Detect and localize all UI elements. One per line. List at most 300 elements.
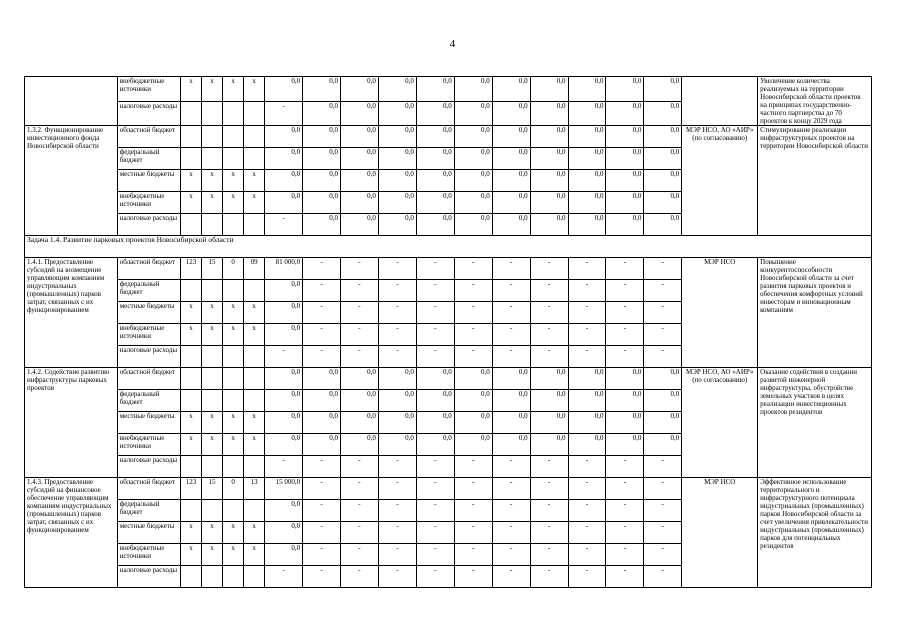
value-cell: - bbox=[378, 544, 416, 566]
value-cell: - bbox=[341, 566, 379, 588]
funding-source-cell: налоговые расходы bbox=[117, 346, 180, 368]
code-cell bbox=[244, 500, 265, 522]
value-cell: 0,0 bbox=[303, 101, 341, 126]
code-cell: 123 bbox=[180, 258, 201, 280]
value-cell: - bbox=[644, 500, 682, 522]
value-cell: - bbox=[644, 302, 682, 324]
funding-source-cell: внебюджетные источники bbox=[117, 434, 180, 456]
code-cell bbox=[201, 148, 222, 170]
code-cell bbox=[244, 390, 265, 412]
value-cell: 0,0 bbox=[568, 148, 606, 170]
value-cell: 0,0 bbox=[606, 170, 644, 192]
funding-source-cell: местные бюджеты bbox=[117, 170, 180, 192]
value-cell: - bbox=[644, 544, 682, 566]
value-cell: 0,0 bbox=[303, 148, 341, 170]
value-cell: 0,0 bbox=[265, 280, 303, 302]
value-cell: - bbox=[416, 280, 454, 302]
code-cell: x bbox=[244, 170, 265, 192]
value-cell: - bbox=[568, 280, 606, 302]
value-cell: 0,0 bbox=[644, 77, 682, 102]
code-cell bbox=[223, 566, 244, 588]
code-cell: x bbox=[223, 434, 244, 456]
code-cell bbox=[180, 500, 201, 522]
code-cell: x bbox=[180, 324, 201, 346]
value-cell: 0,0 bbox=[378, 126, 416, 148]
funding-source-cell: областной бюджет bbox=[117, 258, 180, 280]
value-cell: 0,0 bbox=[265, 544, 303, 566]
result-cell: Повышение конкурентоспособности Новосибирской области за счет развития парковых проектов и обеспечения комфортных условий инвесторам и инновационным компаниям bbox=[758, 258, 872, 368]
value-cell: 0,0 bbox=[644, 214, 682, 236]
executor-cell: МЭР НСО bbox=[682, 478, 758, 588]
value-cell: 0,0 bbox=[303, 214, 341, 236]
value-cell: 0,0 bbox=[378, 390, 416, 412]
value-cell: - bbox=[530, 258, 568, 280]
value-cell: 0,0 bbox=[341, 170, 379, 192]
value-cell: - bbox=[606, 346, 644, 368]
funding-source-cell: внебюджетные источники bbox=[117, 324, 180, 346]
value-cell: 0,0 bbox=[265, 324, 303, 346]
value-cell: 0,0 bbox=[416, 101, 454, 126]
measure-cell: 1.4.2. Содействие развитию инфраструктуры парковых проектов bbox=[25, 368, 118, 478]
table-row bbox=[25, 368, 872, 390]
value-cell: - bbox=[606, 302, 644, 324]
value-cell: 0,0 bbox=[644, 126, 682, 148]
value-cell: - bbox=[530, 324, 568, 346]
value-cell: 0,0 bbox=[606, 101, 644, 126]
code-cell bbox=[223, 368, 244, 390]
code-cell bbox=[201, 214, 222, 236]
code-cell: x bbox=[201, 544, 222, 566]
value-cell: - bbox=[341, 544, 379, 566]
code-cell bbox=[244, 566, 265, 588]
code-cell bbox=[244, 280, 265, 302]
value-cell: 0,0 bbox=[530, 77, 568, 102]
value-cell: - bbox=[303, 302, 341, 324]
value-cell: 0,0 bbox=[492, 434, 530, 456]
value-cell: - bbox=[416, 456, 454, 478]
code-cell: x bbox=[180, 434, 201, 456]
value-cell: 0,0 bbox=[416, 214, 454, 236]
value-cell: 15 000,0 bbox=[265, 478, 303, 500]
value-cell: 0,0 bbox=[378, 77, 416, 102]
value-cell: - bbox=[378, 566, 416, 588]
code-cell: x bbox=[223, 77, 244, 102]
value-cell: 0,0 bbox=[265, 412, 303, 434]
code-cell: 13 bbox=[244, 478, 265, 500]
value-cell: - bbox=[378, 324, 416, 346]
code-cell: x bbox=[201, 324, 222, 346]
value-cell: 0,0 bbox=[644, 390, 682, 412]
value-cell: 0,0 bbox=[644, 412, 682, 434]
value-cell: 0,0 bbox=[606, 192, 644, 214]
value-cell: 0,0 bbox=[530, 368, 568, 390]
code-cell bbox=[244, 346, 265, 368]
value-cell: - bbox=[341, 478, 379, 500]
value-cell: 0,0 bbox=[606, 126, 644, 148]
value-cell: 0,0 bbox=[568, 412, 606, 434]
value-cell: - bbox=[378, 522, 416, 544]
value-cell: - bbox=[606, 324, 644, 346]
funding-source-cell: местные бюджеты bbox=[117, 302, 180, 324]
value-cell: - bbox=[606, 522, 644, 544]
value-cell: - bbox=[454, 544, 492, 566]
value-cell: - bbox=[644, 456, 682, 478]
value-cell: - bbox=[265, 346, 303, 368]
code-cell: x bbox=[180, 192, 201, 214]
code-cell bbox=[180, 390, 201, 412]
value-cell: - bbox=[303, 456, 341, 478]
value-cell: - bbox=[454, 280, 492, 302]
value-cell: 0,0 bbox=[265, 302, 303, 324]
code-cell bbox=[223, 126, 244, 148]
value-cell: - bbox=[606, 544, 644, 566]
value-cell: 0,0 bbox=[606, 434, 644, 456]
value-cell: 0,0 bbox=[568, 214, 606, 236]
value-cell: 0,0 bbox=[303, 390, 341, 412]
code-cell bbox=[201, 280, 222, 302]
result-cell: Оказание содействия в создании развитой инженерной инфраструктуры, обустройстве земельных участков в целях реализации инвестиционных проектов резидентов bbox=[758, 368, 872, 478]
code-cell bbox=[223, 101, 244, 126]
value-cell: 0,0 bbox=[454, 77, 492, 102]
code-cell: x bbox=[223, 170, 244, 192]
value-cell: 0,0 bbox=[454, 412, 492, 434]
measure-cell: 1.4.3. Предоставление субсидий на финансовое обеспечение управляющим компаниям индустриальных (промышленных) парков затрат, связанных с их функционированием bbox=[25, 478, 118, 588]
value-cell: - bbox=[492, 544, 530, 566]
funding-source-cell: налоговые расходы bbox=[117, 566, 180, 588]
value-cell: - bbox=[644, 522, 682, 544]
funding-source-cell: налоговые расходы bbox=[117, 456, 180, 478]
code-cell: x bbox=[223, 544, 244, 566]
value-cell: - bbox=[454, 346, 492, 368]
value-cell: - bbox=[454, 456, 492, 478]
value-cell: - bbox=[378, 280, 416, 302]
value-cell: - bbox=[492, 566, 530, 588]
code-cell bbox=[180, 280, 201, 302]
executor-cell bbox=[682, 77, 758, 126]
value-cell: - bbox=[303, 500, 341, 522]
value-cell: - bbox=[568, 544, 606, 566]
value-cell: - bbox=[568, 346, 606, 368]
value-cell: - bbox=[568, 456, 606, 478]
table-row bbox=[25, 77, 872, 102]
value-cell: - bbox=[530, 500, 568, 522]
budget-table bbox=[24, 76, 872, 588]
funding-source-cell: местные бюджеты bbox=[117, 522, 180, 544]
value-cell: 0,0 bbox=[265, 77, 303, 102]
value-cell: - bbox=[492, 500, 530, 522]
code-cell bbox=[180, 456, 201, 478]
funding-source-cell: областной бюджет bbox=[117, 478, 180, 500]
value-cell: 0,0 bbox=[606, 77, 644, 102]
value-cell: - bbox=[492, 302, 530, 324]
value-cell: 0,0 bbox=[454, 434, 492, 456]
code-cell: x bbox=[180, 302, 201, 324]
value-cell: 0,0 bbox=[378, 148, 416, 170]
code-cell bbox=[223, 500, 244, 522]
funding-source-cell: налоговые расходы bbox=[117, 214, 180, 236]
value-cell: 0,0 bbox=[265, 126, 303, 148]
value-cell: 0,0 bbox=[606, 214, 644, 236]
code-cell bbox=[244, 368, 265, 390]
value-cell: - bbox=[606, 566, 644, 588]
value-cell: - bbox=[454, 478, 492, 500]
table-row bbox=[25, 126, 872, 148]
task-row bbox=[25, 236, 872, 258]
value-cell: - bbox=[378, 500, 416, 522]
value-cell: 0,0 bbox=[341, 434, 379, 456]
value-cell: - bbox=[416, 478, 454, 500]
code-cell: x bbox=[244, 544, 265, 566]
value-cell: - bbox=[530, 522, 568, 544]
value-cell: 0,0 bbox=[303, 368, 341, 390]
value-cell: 0,0 bbox=[303, 192, 341, 214]
funding-source-cell: федеральный бюджет bbox=[117, 390, 180, 412]
value-cell: - bbox=[416, 258, 454, 280]
funding-source-cell: областной бюджет bbox=[117, 126, 180, 148]
value-cell: 0,0 bbox=[568, 192, 606, 214]
value-cell: - bbox=[606, 478, 644, 500]
value-cell: 0,0 bbox=[378, 170, 416, 192]
funding-source-cell: федеральный бюджет bbox=[117, 500, 180, 522]
value-cell: - bbox=[341, 280, 379, 302]
value-cell: 0,0 bbox=[265, 522, 303, 544]
value-cell: 0,0 bbox=[530, 148, 568, 170]
value-cell: - bbox=[303, 522, 341, 544]
value-cell: - bbox=[606, 280, 644, 302]
value-cell: - bbox=[378, 456, 416, 478]
code-cell: 09 bbox=[244, 258, 265, 280]
value-cell: - bbox=[644, 280, 682, 302]
value-cell: 0,0 bbox=[606, 412, 644, 434]
value-cell: 0,0 bbox=[454, 192, 492, 214]
value-cell: 0,0 bbox=[303, 77, 341, 102]
value-cell: 81 000,0 bbox=[265, 258, 303, 280]
value-cell: - bbox=[492, 324, 530, 346]
value-cell: - bbox=[265, 456, 303, 478]
value-cell: 0,0 bbox=[416, 434, 454, 456]
code-cell: x bbox=[223, 412, 244, 434]
value-cell: - bbox=[568, 324, 606, 346]
funding-source-cell: налоговые расходы bbox=[117, 101, 180, 126]
value-cell: - bbox=[568, 302, 606, 324]
value-cell: - bbox=[303, 258, 341, 280]
table-row bbox=[25, 258, 872, 280]
value-cell: - bbox=[568, 522, 606, 544]
executor-cell: МЭР НСО, АО «АИР» (по согласованию) bbox=[682, 126, 758, 236]
value-cell: 0,0 bbox=[492, 77, 530, 102]
value-cell: 0,0 bbox=[492, 192, 530, 214]
code-cell bbox=[201, 126, 222, 148]
value-cell: - bbox=[530, 544, 568, 566]
value-cell: 0,0 bbox=[341, 77, 379, 102]
value-cell: 0,0 bbox=[265, 434, 303, 456]
value-cell: 0,0 bbox=[644, 101, 682, 126]
value-cell: 0,0 bbox=[530, 126, 568, 148]
value-cell: - bbox=[341, 302, 379, 324]
value-cell: 0,0 bbox=[492, 101, 530, 126]
value-cell: 0,0 bbox=[378, 101, 416, 126]
measure-cell: 1.4.1. Предоставление субсидий на возмещение управляющим компаниям индустриальных (промышленных) парков затрат, связанных с их функционированием bbox=[25, 258, 118, 368]
value-cell: - bbox=[416, 500, 454, 522]
executor-cell: МЭР НСО bbox=[682, 258, 758, 368]
value-cell: - bbox=[568, 478, 606, 500]
value-cell: - bbox=[492, 346, 530, 368]
code-cell: x bbox=[180, 412, 201, 434]
value-cell: 0,0 bbox=[454, 368, 492, 390]
code-cell bbox=[223, 280, 244, 302]
value-cell: 0,0 bbox=[341, 214, 379, 236]
funding-source-cell: областной бюджет bbox=[117, 368, 180, 390]
value-cell: 0,0 bbox=[341, 101, 379, 126]
value-cell: - bbox=[341, 500, 379, 522]
value-cell: - bbox=[416, 346, 454, 368]
code-cell: x bbox=[180, 544, 201, 566]
table-row bbox=[25, 478, 872, 500]
code-cell bbox=[201, 456, 222, 478]
code-cell bbox=[244, 126, 265, 148]
value-cell: 0,0 bbox=[378, 434, 416, 456]
value-cell: - bbox=[265, 101, 303, 126]
value-cell: - bbox=[492, 280, 530, 302]
value-cell: 0,0 bbox=[303, 170, 341, 192]
value-cell: 0,0 bbox=[568, 77, 606, 102]
code-cell bbox=[244, 214, 265, 236]
value-cell: 0,0 bbox=[378, 214, 416, 236]
value-cell: - bbox=[416, 544, 454, 566]
value-cell: - bbox=[416, 566, 454, 588]
value-cell: 0,0 bbox=[492, 412, 530, 434]
value-cell: 0,0 bbox=[454, 214, 492, 236]
funding-source-cell: местные бюджеты bbox=[117, 412, 180, 434]
value-cell: 0,0 bbox=[644, 192, 682, 214]
code-cell: x bbox=[180, 77, 201, 102]
value-cell: 0,0 bbox=[341, 192, 379, 214]
task-heading: Задача 1.4. Развитие парковых проектов Новосибирской области bbox=[25, 236, 872, 258]
value-cell: - bbox=[644, 478, 682, 500]
code-cell bbox=[201, 500, 222, 522]
value-cell: 0,0 bbox=[341, 412, 379, 434]
code-cell bbox=[180, 346, 201, 368]
code-cell: x bbox=[201, 302, 222, 324]
value-cell: 0,0 bbox=[568, 368, 606, 390]
value-cell: 0,0 bbox=[644, 170, 682, 192]
value-cell: 0,0 bbox=[416, 77, 454, 102]
code-cell: 0 bbox=[223, 478, 244, 500]
value-cell: 0,0 bbox=[341, 148, 379, 170]
value-cell: - bbox=[303, 478, 341, 500]
value-cell: 0,0 bbox=[530, 101, 568, 126]
value-cell: - bbox=[416, 522, 454, 544]
code-cell: x bbox=[201, 434, 222, 456]
value-cell: - bbox=[341, 324, 379, 346]
value-cell: 0,0 bbox=[341, 126, 379, 148]
code-cell: x bbox=[244, 434, 265, 456]
value-cell: - bbox=[644, 566, 682, 588]
code-cell bbox=[201, 368, 222, 390]
value-cell: 0,0 bbox=[454, 390, 492, 412]
code-cell bbox=[223, 456, 244, 478]
code-cell: x bbox=[223, 192, 244, 214]
code-cell: x bbox=[180, 170, 201, 192]
value-cell: 0,0 bbox=[378, 412, 416, 434]
code-cell bbox=[180, 566, 201, 588]
value-cell: - bbox=[568, 258, 606, 280]
code-cell: x bbox=[201, 192, 222, 214]
value-cell: 0,0 bbox=[492, 170, 530, 192]
value-cell: - bbox=[530, 566, 568, 588]
code-cell: x bbox=[244, 77, 265, 102]
value-cell: - bbox=[303, 566, 341, 588]
value-cell: - bbox=[265, 214, 303, 236]
code-cell: x bbox=[244, 302, 265, 324]
table-body bbox=[25, 77, 872, 588]
value-cell: 0,0 bbox=[492, 148, 530, 170]
value-cell: - bbox=[454, 500, 492, 522]
code-cell bbox=[180, 148, 201, 170]
value-cell: 0,0 bbox=[644, 434, 682, 456]
value-cell: - bbox=[378, 302, 416, 324]
value-cell: - bbox=[530, 456, 568, 478]
funding-source-cell: внебюджетные источники bbox=[117, 192, 180, 214]
value-cell: - bbox=[644, 324, 682, 346]
code-cell: x bbox=[244, 192, 265, 214]
value-cell: - bbox=[492, 456, 530, 478]
value-cell: - bbox=[265, 566, 303, 588]
value-cell: - bbox=[303, 346, 341, 368]
code-cell: 15 bbox=[201, 478, 222, 500]
code-cell bbox=[201, 101, 222, 126]
funding-source-cell: федеральный бюджет bbox=[117, 280, 180, 302]
value-cell: - bbox=[530, 346, 568, 368]
value-cell: 0,0 bbox=[265, 170, 303, 192]
value-cell: 0,0 bbox=[492, 390, 530, 412]
code-cell bbox=[180, 214, 201, 236]
code-cell bbox=[244, 148, 265, 170]
value-cell: 0,0 bbox=[303, 126, 341, 148]
value-cell: 0,0 bbox=[644, 148, 682, 170]
value-cell: 0,0 bbox=[341, 368, 379, 390]
value-cell: 0,0 bbox=[416, 368, 454, 390]
code-cell bbox=[223, 214, 244, 236]
code-cell: x bbox=[180, 522, 201, 544]
value-cell: 0,0 bbox=[416, 390, 454, 412]
funding-source-cell: внебюджетные источники bbox=[117, 77, 180, 102]
value-cell: 0,0 bbox=[416, 148, 454, 170]
value-cell: 0,0 bbox=[265, 368, 303, 390]
value-cell: - bbox=[454, 566, 492, 588]
value-cell: 0,0 bbox=[530, 390, 568, 412]
value-cell: 0,0 bbox=[492, 214, 530, 236]
code-cell bbox=[201, 566, 222, 588]
value-cell: - bbox=[416, 302, 454, 324]
value-cell: 0,0 bbox=[606, 390, 644, 412]
value-cell: - bbox=[303, 280, 341, 302]
value-cell: - bbox=[492, 478, 530, 500]
page-number: 4 bbox=[449, 38, 456, 50]
result-cell: Эффективное использование территориального и инфраструктурного потенциала индустриальных (промышленных) парков Новосибирской области за счет увеличения привлекательности индустриальных (промышленных) парков для потенциальных резидентов bbox=[758, 478, 872, 588]
value-cell: - bbox=[454, 302, 492, 324]
value-cell: 0,0 bbox=[378, 192, 416, 214]
value-cell: 0,0 bbox=[416, 192, 454, 214]
value-cell: 0,0 bbox=[530, 214, 568, 236]
code-cell: x bbox=[201, 170, 222, 192]
code-cell bbox=[180, 126, 201, 148]
value-cell: 0,0 bbox=[530, 434, 568, 456]
code-cell bbox=[201, 390, 222, 412]
value-cell: 0,0 bbox=[303, 434, 341, 456]
value-cell: 0,0 bbox=[568, 434, 606, 456]
value-cell: 0,0 bbox=[416, 170, 454, 192]
